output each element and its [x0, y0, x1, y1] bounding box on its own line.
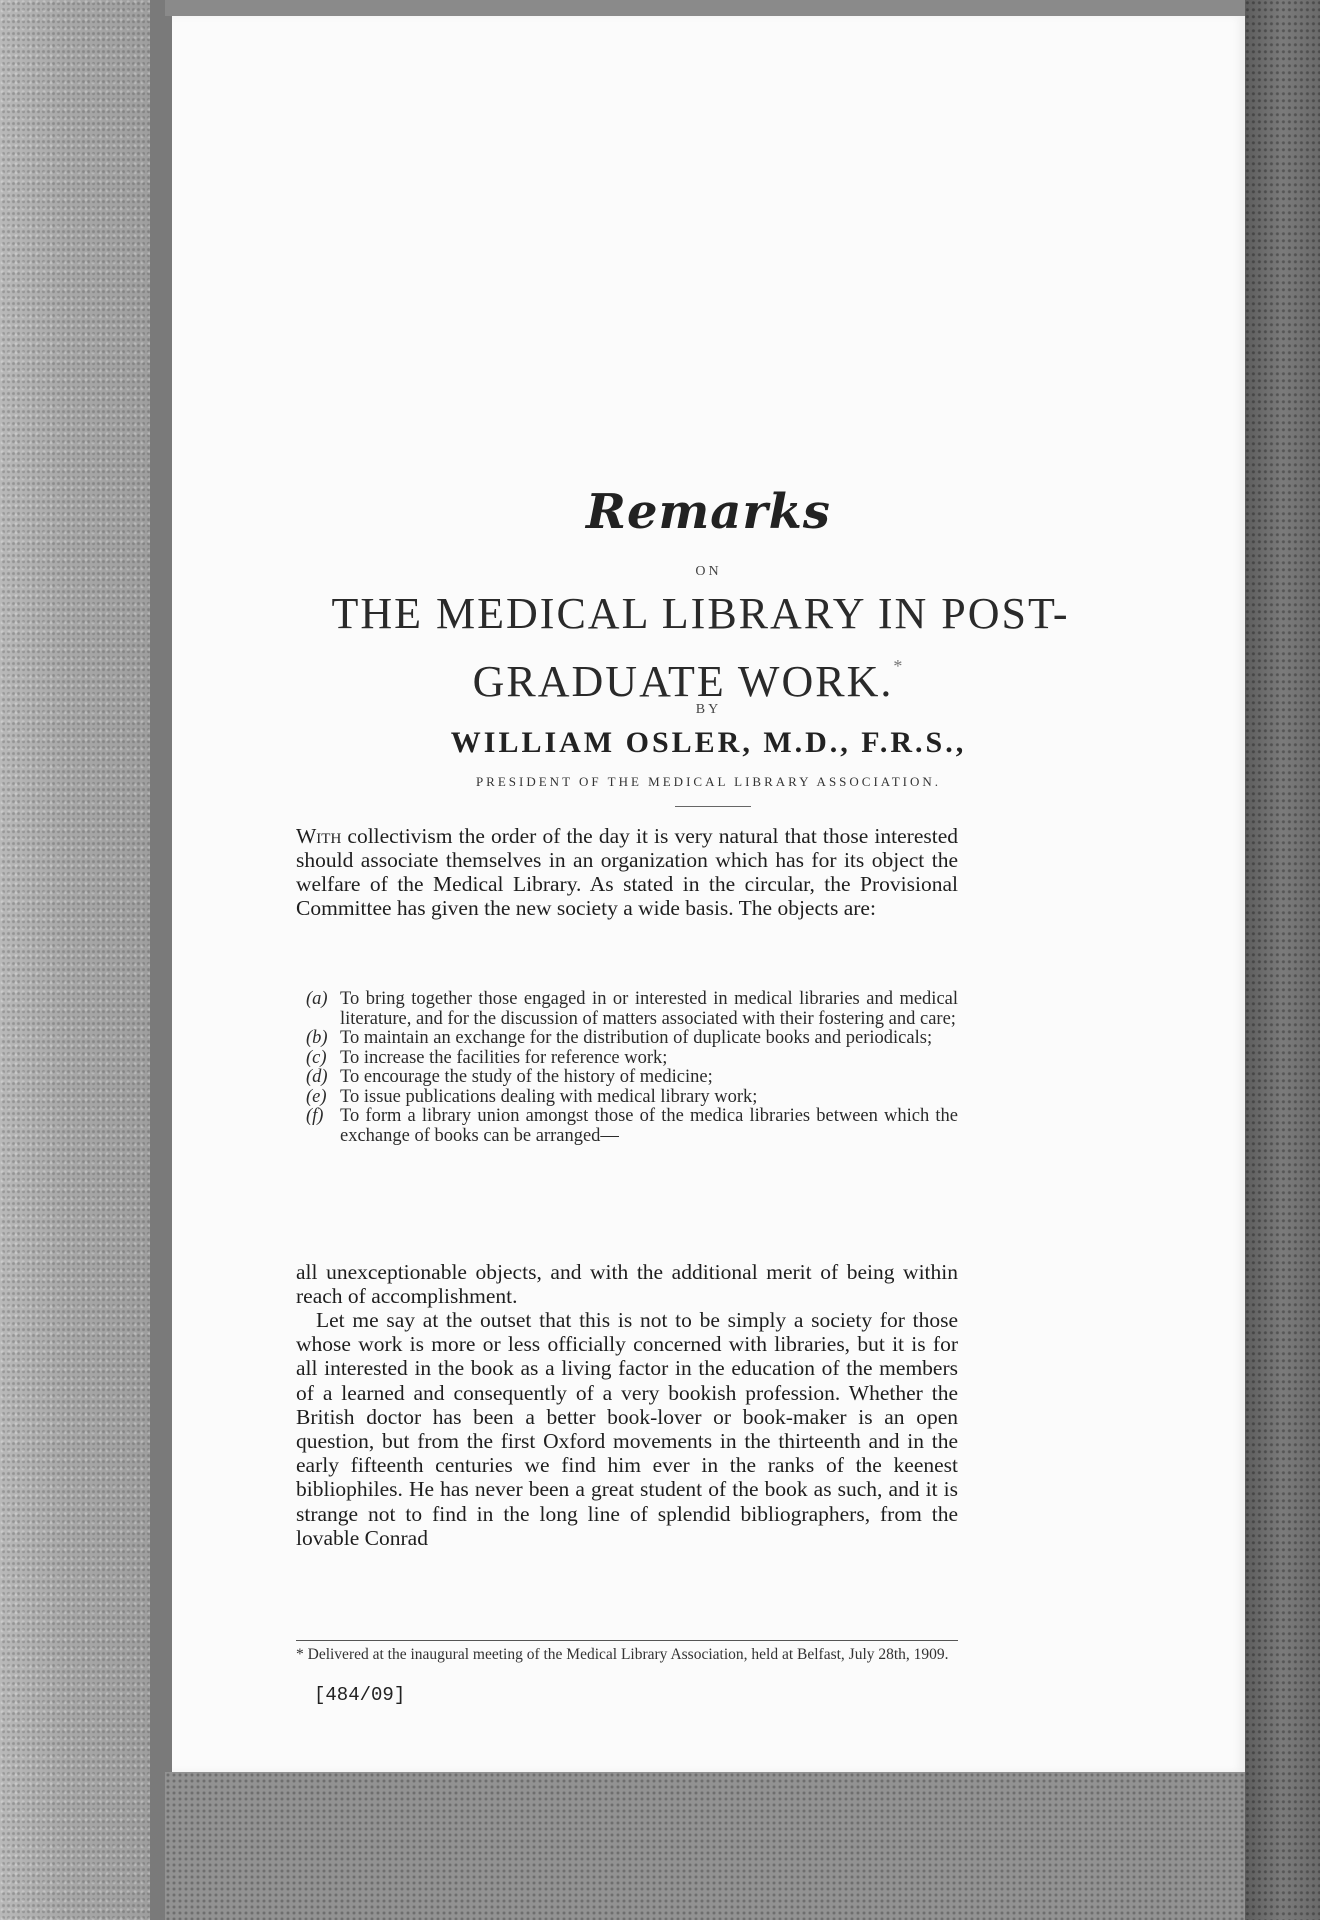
footnote: * Delivered at the inaugural meeting of the Medical Library Association, held at Belfast, July 28th, 1909. [296, 1646, 949, 1663]
list-item-marker: (e) [306, 1086, 327, 1107]
list-item-marker: (c) [306, 1047, 327, 1068]
scan-bottom-margin [165, 1772, 1245, 1920]
list-item-text: To maintain an exchange for the distribution of duplicate books and periodicals; [340, 1028, 933, 1048]
list-item-marker: (b) [306, 1028, 328, 1048]
heading-divider [675, 806, 751, 807]
scan-left-margin [0, 0, 165, 1920]
list-item-text: To increase the facilities for reference work; [340, 1047, 668, 1068]
by-label: BY [695, 702, 722, 717]
list-item [306, 1029, 958, 1049]
page-reference: [484/09] [314, 1684, 406, 1706]
list-item [306, 1107, 958, 1146]
list-item-text: To issue publications dealing with medical library work; [340, 1086, 758, 1107]
list-item [306, 1049, 958, 1069]
list-item-text: To form a library union amongst those of the medica libraries between which the exchange of books can be arranged— [340, 1106, 958, 1146]
scan-page-edge [150, 0, 172, 1920]
list-item [306, 1088, 958, 1108]
on-label: ON [695, 564, 722, 579]
scan-right-margin [1245, 0, 1320, 1920]
objects-list [306, 990, 958, 1146]
title-line-1: THE MEDICAL LIBRARY IN POST- [331, 589, 1070, 638]
paragraph-main: Let me say at the outset that this is not to be simply a society for those whose work is more or less officially concerned with libraries, but it is for all interested in the book as a living factor in the education of the members of a learned and consequently of a very bookish profession. Whether the British doctor has been a better book-lover or book-maker is an open question, but from the first Oxford movements in the thirteenth and in the early fifteenth centuries we find him ever in the ranks of the keenest bibliophiles. He has never been a great student of the book as such, and it is strange not to find in the long line of splendid bibliographers, from the lovable Conrad [296, 1308, 958, 1550]
title-line-2 [152, 656, 1225, 707]
list-item-text: To bring together those engaged in or interested in medical libraries and medical literature, and for the discussion of matters associated with their fostering and care; [340, 989, 958, 1029]
author-role: PRESIDENT OF THE MEDICAL LIBRARY ASSOCIATION. [475, 774, 942, 789]
intro-lead-word: With [296, 824, 342, 848]
list-item-marker: (f) [306, 1106, 324, 1126]
title-line-2-text: GRADUATE WORK. [472, 657, 894, 706]
intro-text: collectivism the order of the day it is very natural that those interested should associate themselves in an organization which has for its object the welfare of the Medical Library. As stated in the circular, the Provisional Committee has given the new society a wide basis. The objects are: [296, 824, 958, 920]
document-page [172, 16, 1245, 1772]
list-item [306, 1068, 958, 1088]
paragraph-intro [296, 824, 958, 920]
footnote-mark: * [893, 656, 905, 676]
list-item-marker: (d) [306, 1067, 328, 1087]
scan-top-margin [165, 0, 1245, 16]
list-item-text: To encourage the study of the history of medicine; [340, 1067, 713, 1087]
list-item [306, 990, 958, 1029]
list-item-marker: (a) [306, 989, 328, 1009]
author-name: WILLIAM OSLER, M.D., F.R.S., [450, 726, 967, 759]
remarks-heading: Remarks [586, 484, 831, 540]
footnote-divider [296, 1640, 958, 1641]
paragraph-objects-summary: all unexceptionable objects, and with the additional merit of being within reach of accomplishment. [296, 1260, 958, 1308]
